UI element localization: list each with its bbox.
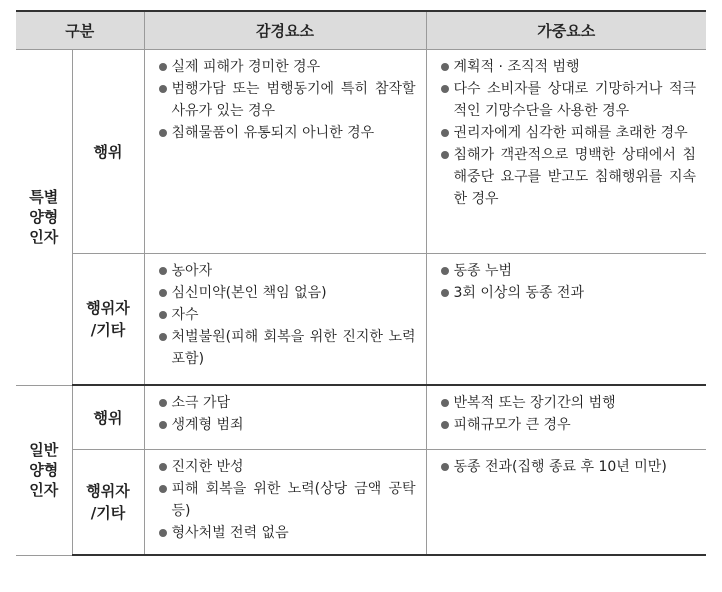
- list-item: 침해가 객관적으로 명백한 상태에서 침해중단 요구를 받고도 침해행위를 지속한 경우: [441, 144, 697, 210]
- sentencing-factors-table: [16, 10, 706, 556]
- header-aggravating: 가중요소: [426, 11, 706, 50]
- sub-label: 행위자 /기타: [72, 450, 144, 556]
- list-item: 심신미약(본인 책임 없음): [159, 282, 416, 304]
- list-item: 피해규모가 큰 경우: [441, 414, 697, 436]
- mitigating-cell: [144, 450, 426, 556]
- list-item: 형사처벌 전력 없음: [159, 522, 416, 544]
- mitigating-cell: [144, 254, 426, 386]
- group-label-general: 일반 양형 인자: [16, 385, 72, 555]
- list-item: 권리자에게 심각한 피해를 초래한 경우: [441, 122, 697, 144]
- list-item: 처벌불원(피해 회복을 위한 진지한 노력 포함): [159, 326, 416, 370]
- list-item: 동종 누범: [441, 260, 697, 282]
- sub-label: 행위: [72, 50, 144, 254]
- table-row: [16, 254, 706, 386]
- list-item: 반복적 또는 장기간의 범행: [441, 392, 697, 414]
- list-item: 실제 피해가 경미한 경우: [159, 56, 416, 78]
- mitigating-cell: [144, 50, 426, 254]
- list-item: 다수 소비자를 상대로 기망하거나 적극적인 기망수단을 사용한 경우: [441, 78, 697, 122]
- list-item: 범행가담 또는 범행동기에 특히 참작할 사유가 있는 경우: [159, 78, 416, 122]
- list-item: 3회 이상의 동종 전과: [441, 282, 697, 304]
- aggravating-cell: [426, 450, 706, 556]
- table-row: [16, 450, 706, 556]
- mitigating-cell: [144, 385, 426, 450]
- list-item: 침해물품이 유통되지 아니한 경우: [159, 122, 416, 144]
- list-item: 진지한 반성: [159, 456, 416, 478]
- aggravating-cell: [426, 385, 706, 450]
- header-mitigating: 감경요소: [144, 11, 426, 50]
- list-item: 계획적 · 조직적 범행: [441, 56, 697, 78]
- list-item: 농아자: [159, 260, 416, 282]
- group-label-special: 특별 양형 인자: [16, 50, 72, 386]
- list-item: 생계형 범죄: [159, 414, 416, 436]
- list-item: 피해 회복을 위한 노력(상당 금액 공탁 등): [159, 478, 416, 522]
- list-item: 동종 전과(집행 종료 후 10년 미만): [441, 456, 697, 478]
- sub-label: 행위: [72, 385, 144, 450]
- aggravating-cell: [426, 254, 706, 386]
- list-item: 자수: [159, 304, 416, 326]
- aggravating-cell: [426, 50, 706, 254]
- table-row: [16, 385, 706, 450]
- header-category: 구분: [16, 11, 144, 50]
- sub-label: 행위자 /기타: [72, 254, 144, 386]
- table-row: [16, 50, 706, 254]
- header-row: [16, 11, 706, 50]
- list-item: 소극 가담: [159, 392, 416, 414]
